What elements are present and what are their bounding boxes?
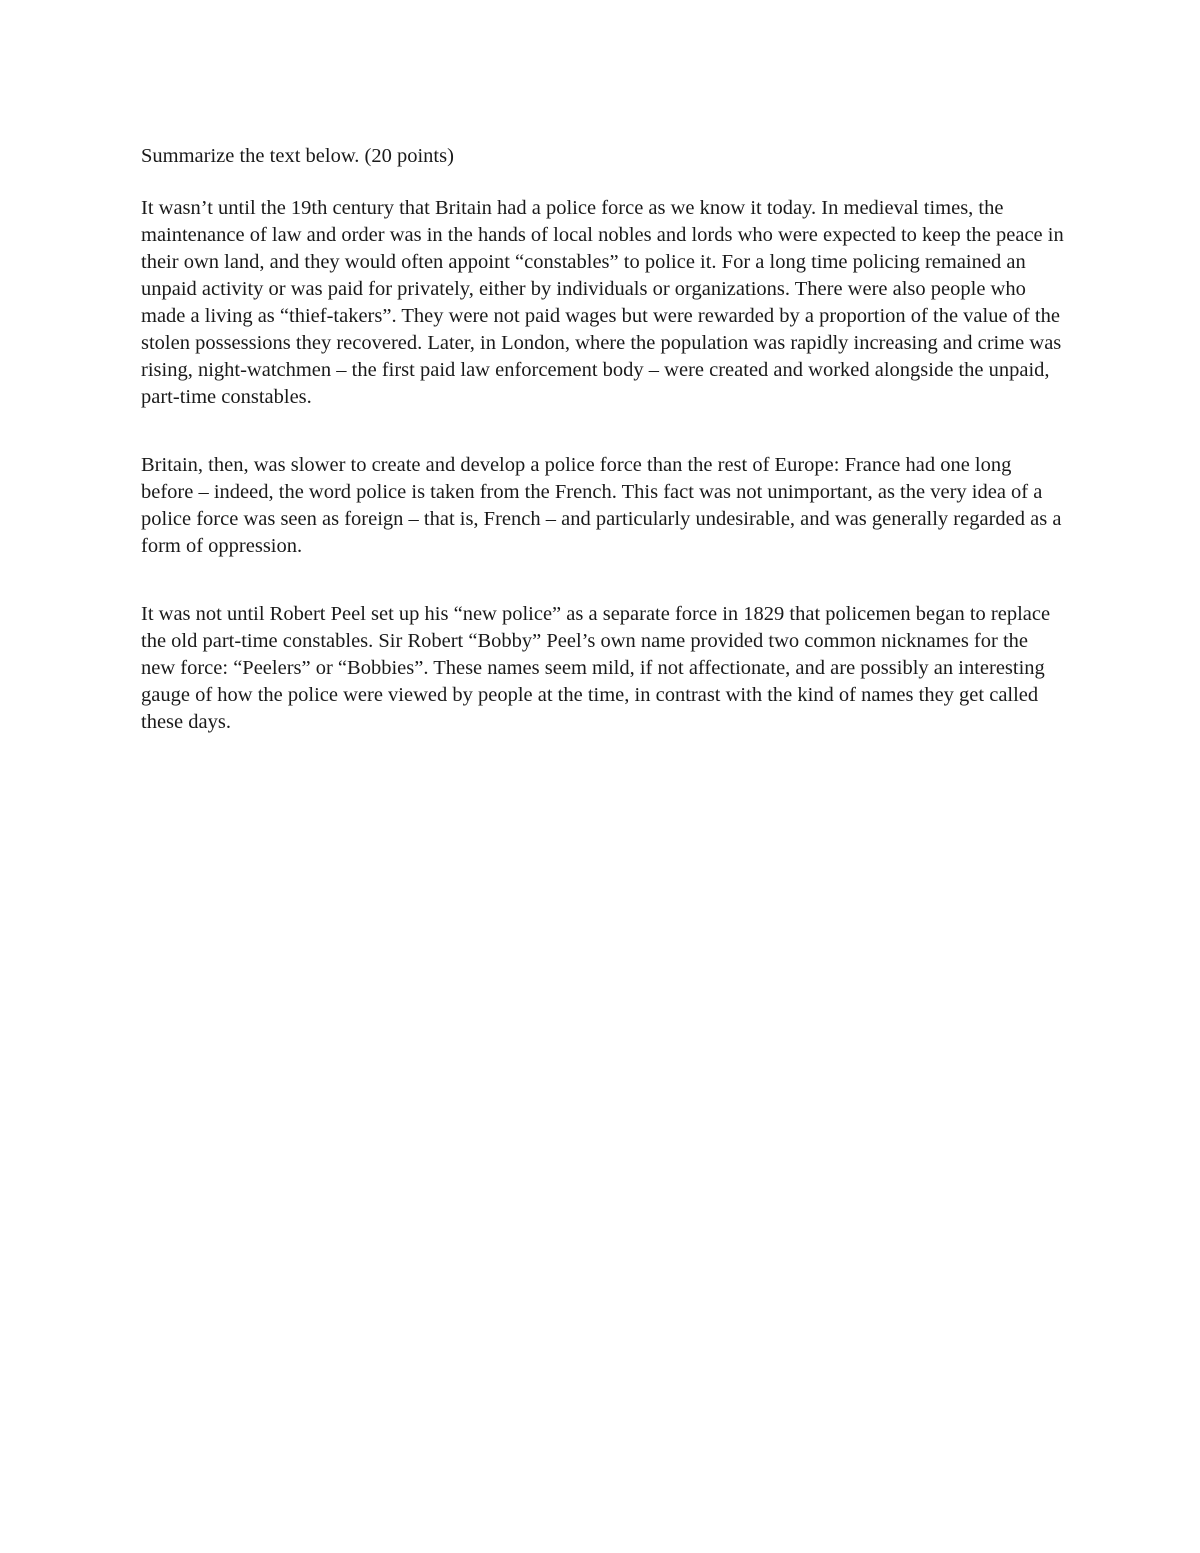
paragraph-peel: It was not until Robert Peel set up his “new police” as a separate force in 1829 that policemen began to replace the old part-time constables. Sir Robert “Bobby” Peel’s own name provided two common nicknames for the new force: “Peelers” or “Bobbies”. These names seem mild, if not affectionate, and are possibly an interesting gauge of how the police were viewed by people at the time, in contrast with the kind of names they get called these days. [141, 603, 1051, 733]
paragraph-history: It wasn’t until the 19th century that Britain had a police force as we know it today. In medieval times, the maintenance of law and order was in the hands of local nobles and lords who were expected to keep the peace in their own land, and they would often appoint “constables” to police it. For a long time policing remained an unpaid activity or was paid for privately, either by individuals or organizations. There were also people who made a living as “thief-takers”. They were not paid wages but were rewarded by a proportion of the value of the stolen possessions they recovered. Later, in London, where the population was rapidly increasing and crime was rising, night-watchmen – the first paid law enforcement body – were created and worked alongside the unpaid, part-time constables. [141, 197, 1064, 408]
assignment-prompt: Summarize the text below. (20 points) [141, 145, 454, 167]
document-body [141, 143, 1066, 736]
paragraph-europe: Britain, then, was slower to create and develop a police force than the rest of Europe: France had one long before – indeed, the word police is taken from the French. This fact was not unimportant, as the very idea of a police force was seen as foreign – that is, French – and particularly undesirable, and was generally regarded as a form of oppression. [141, 454, 1062, 557]
